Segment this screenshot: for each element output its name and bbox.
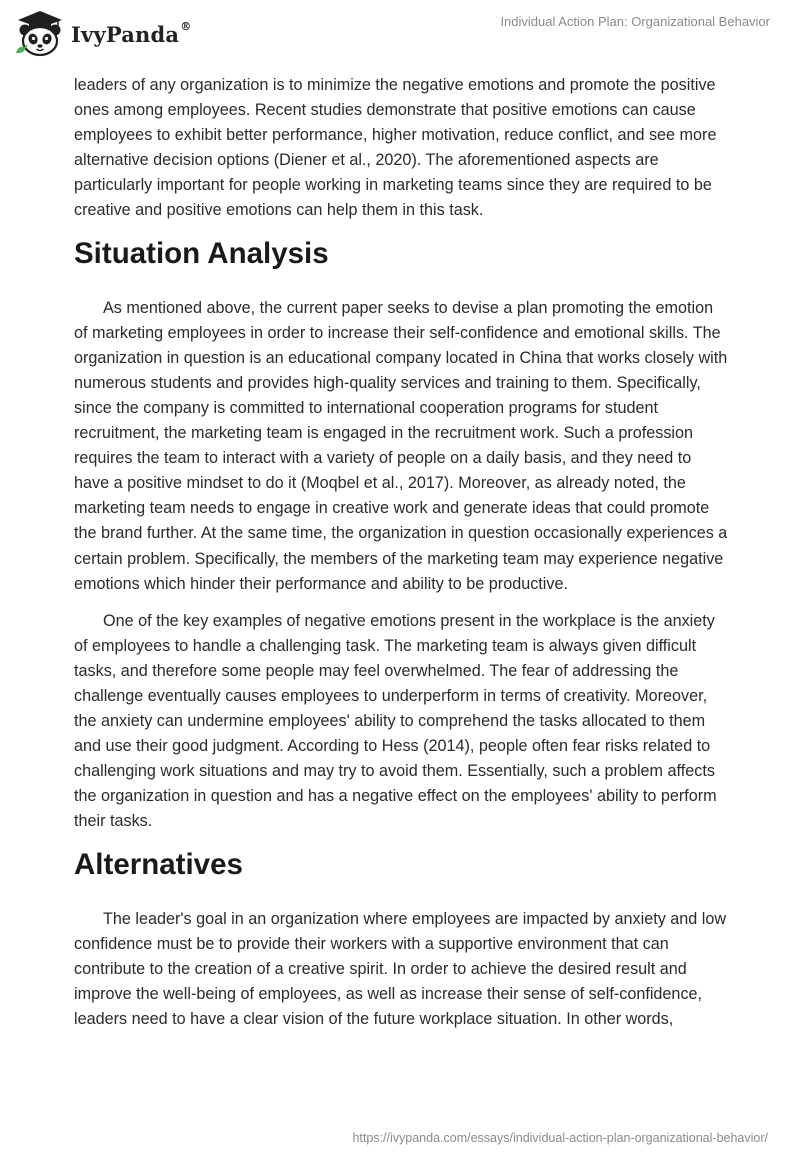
brand-name: IvyPanda®: [71, 19, 192, 47]
document-title: Individual Action Plan: Organizational Behavior: [500, 14, 770, 29]
paragraph: The leader's goal in an organization where employees are impacted by anxiety and low confidence must be to provide their workers with a supportive environment that can contribute to the creation of a creative spirit. In order to achieve the desired result and improve the well-being of employees, as well as increase their sense of self-confidence, leaders need to have a clear vision of the future workplace situation. In other words,: [74, 909, 727, 1028]
section-heading-situation-analysis: Situation Analysis: [74, 236, 329, 270]
page-header: [0, 0, 800, 70]
intro-paragraph: leaders of any organization is to minimize the negative emotions and promote the positive ones among employees. Recent studies demonstrate that positive emotions can cause employees to exhibit better performance, higher motivation, reduce conflict, and see more alternative decision options (Diener et al., 2020). The aforementioned aspects are particularly important for people working in marketing teams since they are required to be creative and positive emotions can help them in this task.: [74, 76, 717, 220]
source-url-link[interactable]: https://ivypanda.com/essays/individual-action-plan-organizational-behavior/: [352, 1131, 768, 1145]
paragraph: As mentioned above, the current paper seeks to devise a plan promoting the emotion of marketing employees in order to increase their self-confidence and emotional skills. The organization in question is an educational company located in China that works closely with numerous students and provides high-quality services and training to them. Specifically, since the company is committed to international cooperation programs for student recruitment, the marketing team is engaged in the recruitment work. Such a profession requires the team to interact with a variety of people on a daily basis, and they need to have a positive mindset to do it (Moqbel et al., 2017). Moreover, as already noted, the marketing team needs to engage in creative work and generate ideas that could promote the brand further. At the same time, the organization in question occasionally experiences a certain problem. Specifically, the members of the marketing team may experience negative emotions which hinder their performance and ability to be productive.: [74, 298, 728, 593]
article-body: [74, 73, 728, 1044]
brand-logo[interactable]: [14, 8, 191, 60]
section-heading-alternatives: Alternatives: [74, 847, 243, 881]
panda-graduate-icon: [14, 9, 66, 59]
paragraph: One of the key examples of negative emotions present in the workplace is the anxiety of employees to handle a challenging task. The marketing team is always given difficult tasks, and therefore some people may feel overwhelmed. The fear of addressing the challenge eventually causes employees to underperform in terms of creativity. Moreover, the anxiety can undermine employees' ability to comprehend the tasks allocated to them and use their good judgment. According to Hess (2014), people often fear risks related to challenging work situations and may try to avoid them. Essentially, such a problem affects the organization in question and has a negative effect on the employees' ability to perform their tasks.: [74, 611, 717, 831]
registered-mark: ®: [180, 19, 192, 33]
